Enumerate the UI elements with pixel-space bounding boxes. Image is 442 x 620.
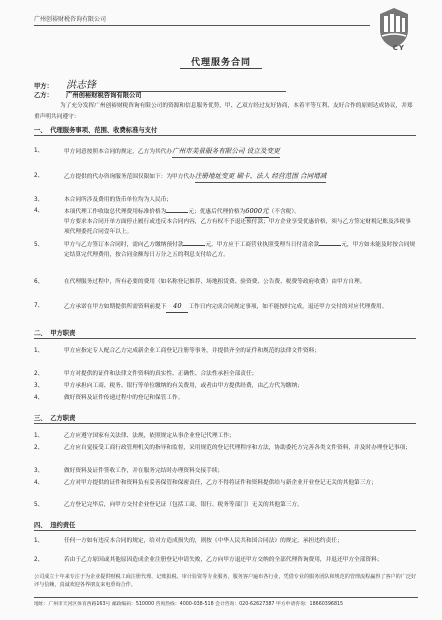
section-3-number: 三、 xyxy=(34,415,47,422)
item-text: 甲方应指定专人配合乙方完成新企业工商登记注册等事务，并提供齐全的证件和规范的法律文件资料； xyxy=(64,348,320,354)
s4-item-1 xyxy=(34,537,416,547)
item-text: 乙方承诺在甲方如期提供所需资料前提下 xyxy=(64,304,167,310)
item-number: 1、 xyxy=(34,433,44,439)
item-number: 1、 xyxy=(34,148,44,154)
intro-paragraph: 为了充分发挥广州创裕财税咨询有限公司的资源和信息服务优势，甲、乙双方经过友好协商，本着平等互利、友好合作的原则达成协议，并郑重声明共同遵守： xyxy=(34,103,413,120)
s1-item-5 xyxy=(34,241,416,261)
item-number: 2、 xyxy=(34,445,44,451)
page-title: 代理服务合同 xyxy=(190,58,251,68)
s2-item-4 xyxy=(34,394,416,404)
prepayment-blank xyxy=(183,245,205,246)
item-text: 任何一方如有违反本合同的规定，给对方造成损失的，则按《中华人民共和国合同法》的规定，承担违约责任； xyxy=(64,538,343,544)
s3-item-1 xyxy=(34,432,416,442)
section-4-number: 四、 xyxy=(34,522,47,529)
item-text: 乙方对甲方提供的证件和资料负有妥善保管和保密责任，乙方不得将证件和资料提供给与新企业开业登记无关的其他第三方； xyxy=(64,480,377,486)
item-number: 6、 xyxy=(34,279,44,285)
item-text: 做好资料及证件传递过程中的登记和保管工作。 xyxy=(64,395,184,401)
discount-price-fill: 6000元 xyxy=(245,207,268,218)
item-number: 3、 xyxy=(34,197,44,203)
item-text: 乙方应遵守国家有关法律、法规，依照规定从事企业登记代理工作； xyxy=(64,433,235,439)
item-text: 做好资料及证件签收工作，并在服务完结时办理资料交接手续； xyxy=(64,468,224,474)
header-company-name: 广州创裕财税咨询有限公司 xyxy=(34,16,107,23)
item-number: 2、 xyxy=(34,371,44,377)
item-text: （不含税）。 xyxy=(268,209,300,215)
item-text: 乙方登记完毕后，向甲方交付企业登记证（包括工商、银行、税务等部门）无关的其他第三方。 xyxy=(64,502,303,508)
item-text: 元；优惠后代理价格为 xyxy=(188,209,246,215)
item-number: 3、 xyxy=(34,468,44,474)
party-a-label: 甲方： xyxy=(34,83,53,90)
party-b-label: 乙方： xyxy=(34,92,53,99)
section-1-number: 一、 xyxy=(34,127,47,134)
item-number: 1、 xyxy=(34,538,44,544)
s2-item-1 xyxy=(34,347,416,357)
item-number: 2、 xyxy=(34,557,44,563)
item-number: 3、 xyxy=(34,383,44,389)
s1-item-4 xyxy=(34,207,416,218)
s2-item-3 xyxy=(34,382,416,392)
s1-item-6 xyxy=(34,278,416,288)
item-number: 7、 xyxy=(34,303,44,309)
section-3-title: 乙方职责 xyxy=(50,415,76,422)
logo-text: CY xyxy=(392,44,405,52)
s3-item-2 xyxy=(34,444,416,454)
balance-blank xyxy=(319,245,341,246)
item-number: 2、 xyxy=(34,173,44,179)
item-text: 元，甲方如未能及时按合同规定结算完代理费用，按合同金额每日万分之五的利息支付给乙方。 xyxy=(64,242,416,258)
s3-item-4 xyxy=(34,479,416,489)
s4-item-2 xyxy=(34,556,416,566)
party-b-row xyxy=(34,90,142,99)
item-number: 1、 xyxy=(34,348,44,354)
s3-item-3 xyxy=(34,467,416,477)
item-text: 乙方应自觉接受工商行政管理机关的指导和监督，采用规范的登记代理程序和方法，协助委托方完善各类文件资料，并及时办理登记事项； xyxy=(64,445,411,451)
party-b-name: 广州创裕财税咨询有限公司 xyxy=(66,92,142,99)
item-text: 元，甲方应于工商营业执照受理当日付清余款 xyxy=(205,242,320,248)
item-text: 本项代理工作收取总代理费用标准价格为 xyxy=(64,209,167,215)
s1-item-7 xyxy=(34,302,416,313)
working-days-fill: 40 xyxy=(166,302,188,313)
section-2-title: 甲方职责 xyxy=(50,330,76,337)
footer-divider xyxy=(34,597,418,598)
fee-blank xyxy=(166,212,188,213)
s3-item-5 xyxy=(34,501,416,511)
item-text: 甲方同意按照本合同的规定，乙方为其代办 xyxy=(64,149,173,155)
party-a-signature: 洪志锋 xyxy=(66,80,97,91)
footer-paragraph: 公司成立十年来专注于为企业提供财税工商注册代理、记账报税、审计验资等专业服务，服务客户遍布各行业，凭借专业的服务团队和规范的管理流程赢得了客户的广泛好评与信赖，真诚欢迎各界朋友来电垂询合作。 xyxy=(34,574,417,588)
item-text: 甲方承担向工商、税务、银行等单位缴纳的有关费用，或者由甲方提供经费，由乙方代为缴纳； xyxy=(64,383,303,389)
item-text: 工作日内完成合同规定事项，如不能按时完成，退还甲方交付的对应代理费用。 xyxy=(188,304,388,310)
section-2-number: 二、 xyxy=(34,330,47,337)
s2-item-2 xyxy=(34,370,416,380)
item-text: 甲方与乙方签订本合同时，需向乙方缴纳预付款 xyxy=(64,242,184,248)
item-text: 乙方提供的代办咨询服务范围仅限如下：为甲方代办 xyxy=(64,174,195,180)
item-text: 甲方要求本合同开单方面停止履行或违反本合同内容，乙方有权不予退还预付款；甲方企业享受优惠价格，须与乙方签定财税记账及涉税事项代理委托合同壹年以上。 xyxy=(64,219,411,235)
item-text: 本合同所涉及费用的货币单位均为人民币； xyxy=(64,197,173,203)
item-number: 4、 xyxy=(34,395,44,401)
item-text: 在代理服务过程中，所有必要的费用（如名称登记推荐、场地租赁费、验资费、公告费、税费等政府收费）由甲方自理。 xyxy=(64,279,366,285)
header-divider xyxy=(34,25,370,26)
handwritten-fill: 注册地址变更 刷卡、法人 经营范围 合同增减 xyxy=(195,172,327,183)
item-text: 甲方对提供的证件和法律文件资料的真实性、正确性、合法性承担全部责任； xyxy=(64,371,258,377)
s1-item-2 xyxy=(34,172,416,183)
s1-item-4-note xyxy=(34,218,416,238)
item-text: 若由于乙方原因或其他原因造成企业注册登记申请失败，乙方向甲方退还甲方交纳的全部代理咨询费用，并退还甲方全部资料； xyxy=(64,557,383,563)
item-number: 5、 xyxy=(34,242,44,248)
footer-contact-line: 地址：广州市天河区体育西路163号 邮政编码：510000 咨询热线：4000-038-518 会计咨询：020-62627387 甲方申请咨询：18660396815 xyxy=(34,602,344,607)
section-2-heading xyxy=(34,328,416,339)
section-1-heading xyxy=(34,125,416,136)
section-1-title: 代理服务事项、范围、收费标准与支付 xyxy=(50,127,158,134)
section-3-heading xyxy=(34,413,416,424)
section-4-title: 违约责任 xyxy=(50,522,76,529)
s1-item-3 xyxy=(34,196,416,206)
title-underline xyxy=(180,68,262,69)
s1-item-1 xyxy=(34,147,416,158)
item-number: 4、 xyxy=(34,480,44,486)
item-number: 5、 xyxy=(34,502,44,508)
handwritten-fill: 广州市美景服务有限公司 设立及变更 xyxy=(172,147,280,158)
item-number: 4、 xyxy=(34,208,44,214)
section-4-heading xyxy=(34,520,416,531)
